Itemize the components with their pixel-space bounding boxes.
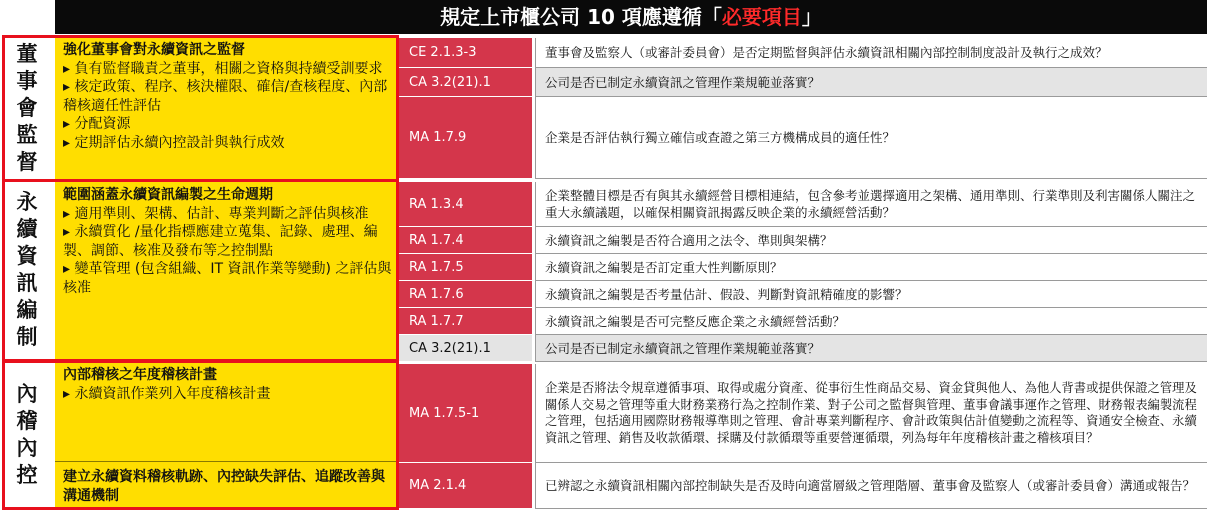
block-bullet: ▸ 定期評估永續內控設計與執行成效 — [63, 134, 285, 151]
row-text: 永續資訊之編製是否考量估計、假設、判斷對資訊精確度的影響？ — [535, 281, 1207, 308]
row-code: MA 2.1.4 — [399, 463, 532, 509]
page-title — [55, 0, 1207, 34]
block-heading: 內部稽核之年度稽核計畫 — [63, 367, 217, 383]
block-heading: 強化董事會對永續資訊之監督 — [63, 42, 245, 58]
title-highlight: 必要項目 — [721, 5, 802, 29]
block-bullet: ▸ 核定政策、程序、核決權限、確信/查核程度、內部稽核適任性評估 — [63, 79, 388, 114]
row-text: 企業整體目標是否有與其永續經營目標相連結，包含參考並選擇適用之架構、通用準則、行業準則及利害關係人關注之重大永續議題，以確保相關資訊揭露反映企業的永續經營活動？ — [535, 182, 1207, 227]
row-text: 永續資訊之編製是否訂定重大性判斷原則？ — [535, 254, 1207, 281]
row-code: RA 1.7.7 — [399, 308, 532, 335]
row-text: 永續資訊之編製是否可完整反應企業之永續經營活動？ — [535, 308, 1207, 335]
title-suffix: 」 — [801, 5, 822, 29]
category-label: 內稽內控 — [16, 382, 38, 487]
block-bullet: ▸ 變革管理 (包含組織、IT 資訊作業等變動) 之評估與核准 — [63, 261, 392, 296]
row-text: 企業是否評估執行獨立確信或查證之第三方機構成員的適任性？ — [535, 97, 1207, 179]
block-bullet: ▸ 負有監督職責之董事，相關之資格與持續受訓要求 — [63, 60, 383, 77]
row-code: MA 1.7.9 — [399, 97, 532, 179]
row-code: CA 3.2(21).1 — [399, 68, 532, 97]
title-prefix: 規定上市櫃公司 10 項應遵循「 — [440, 5, 722, 29]
row-text: 公司是否已制定永續資訊之管理作業規範並落實？ — [535, 335, 1207, 362]
row-code: CA 3.2(21).1 — [399, 335, 532, 362]
row-code: RA 1.7.5 — [399, 254, 532, 281]
category-label: 永續資訊編制 — [16, 190, 38, 349]
block-heading: 建立永續資料稽核軌跡、內控缺失評估、追蹤改善與溝通機制 — [63, 469, 385, 504]
row-text: 已辨認之永續資訊相關內部控制缺失是否及時向適當層級之管理階層、董事會及監察人（或審計委員會）溝通或報告？ — [535, 463, 1207, 509]
block-heading: 範圍涵蓋永續資訊編製之生命週期 — [63, 187, 273, 203]
row-text: 董事會及監察人（或審計委員會）是否定期監督與評估永續資訊相關內部控制制度設計及執行之成效？ — [535, 38, 1207, 68]
row-code: RA 1.7.4 — [399, 227, 532, 254]
frame-sustainability-info — [2, 179, 399, 362]
frame-internal-audit — [2, 360, 399, 510]
row-code: RA 1.7.6 — [399, 281, 532, 308]
row-code: CE 2.1.3-3 — [399, 38, 532, 68]
block-bullet: ▸ 永續質化 /量化指標應建立蒐集、記錄、處理、編製、調節、核准及發布等之控制點 — [63, 224, 378, 259]
block-bullet: ▸ 永續資訊作業列入年度稽核計畫 — [63, 385, 271, 402]
block-bullet: ▸ 適用準則、架構、估計、專業判斷之評估與核准 — [63, 205, 369, 222]
row-code: RA 1.3.4 — [399, 182, 532, 227]
row-text: 永續資訊之編製是否符合適用之法令、準則與架構？ — [535, 227, 1207, 254]
row-code: MA 1.7.5-1 — [399, 364, 532, 463]
category-label: 董事會監督 — [16, 41, 38, 174]
block-bullet: ▸ 分配資源 — [63, 116, 131, 132]
row-text: 企業是否將法令規章遵循事項、取得或處分資產、從事衍生性商品交易、資金貸與他人、為他人背書或提供保證之管理及關係人交易之管理等重大財務業務行為之控制作業、對子公司之監督與管理、董事會議事運作之管理、財務報表編製流程之管理，包括適用國際財務報導準則之管理、會計專業判斷程序、會計政策與估計值變動之流程等、資通安全檢查、永續資訊之管理、銷售及收款循環、採購及付款循環等重要營運循環，列為每年年度稽核計畫之稽核項目？ — [535, 364, 1207, 463]
frame-board-oversight — [2, 35, 399, 182]
row-text: 公司是否已制定永續資訊之管理作業規範並落實？ — [535, 68, 1207, 97]
